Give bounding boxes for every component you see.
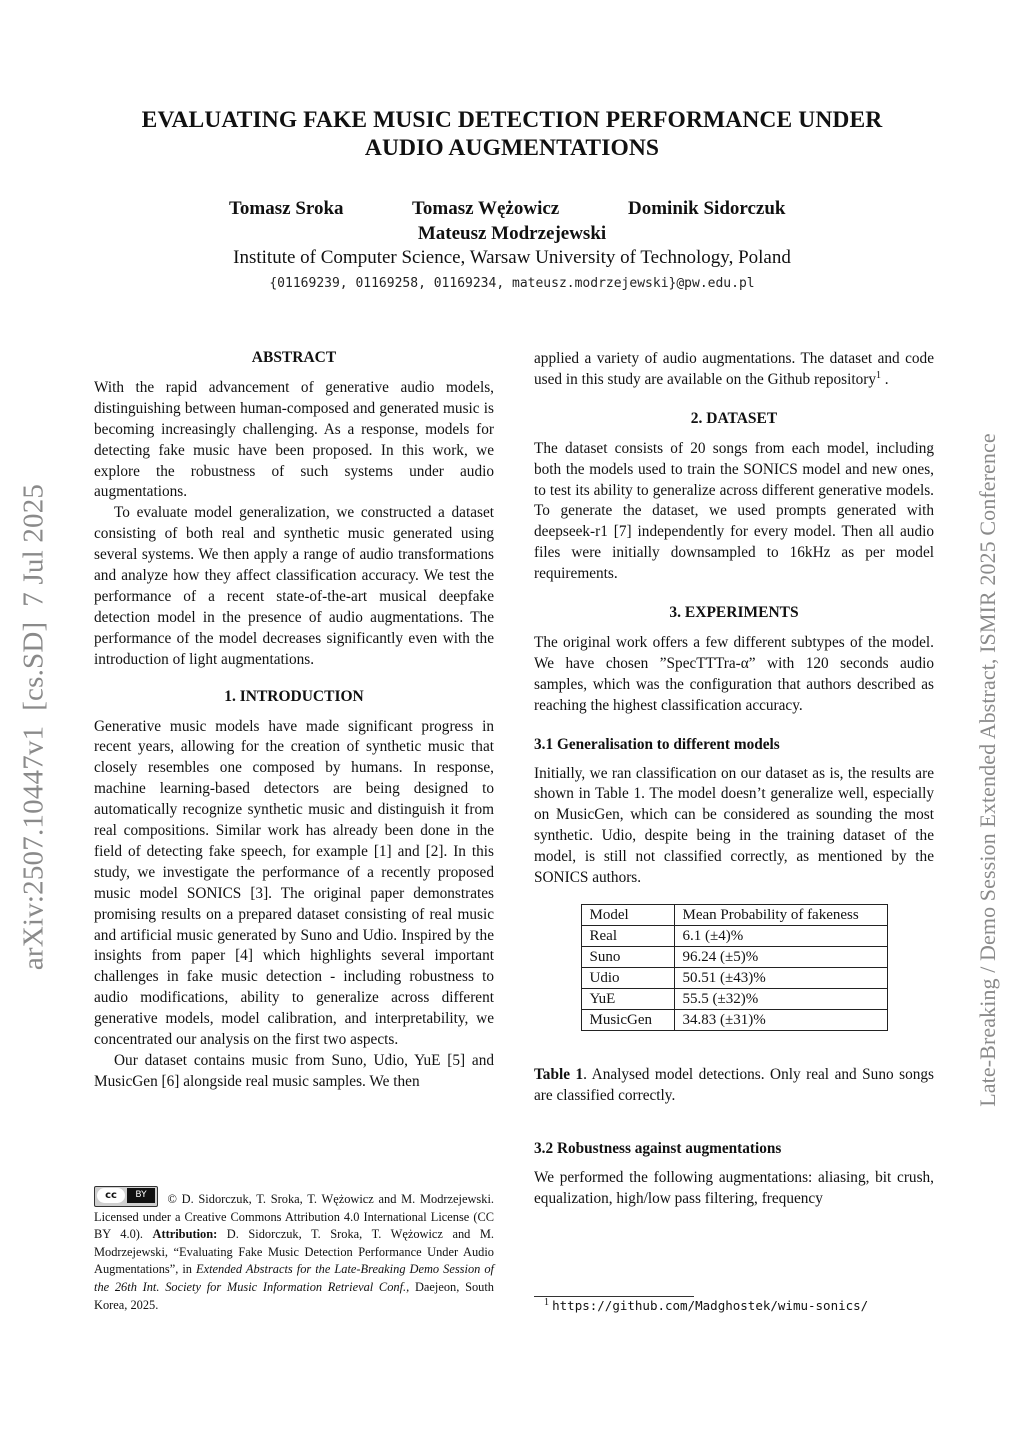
author-name: Mateusz Modrzejewski [417,223,607,244]
paper-title [100,106,924,162]
subsection-heading: 3.2 Robustness against augmentations [534,1139,782,1157]
table-cell: 34.83 (±31)% [674,1009,887,1030]
section-heading: 1. INTRODUCTION [224,687,364,705]
continuation-text: applied a variety of audio augmentations. The dataset and code used in this study are available on the Github repository [534,350,934,388]
table-header-cell: Mean Probability of fakeness [674,904,887,925]
venue-location: Daejeon, South Korea, 2025. [94,1279,494,1312]
attribution-text: D. Sidorczuk, T. Sroka, T. Wężowicz and M. Modrzejewski, “Evaluating Fake Music Detection Performance Under Audio Augmentations”, in [94,1227,494,1277]
section-heading: 3. EXPERIMENTS [669,604,799,622]
cc-badge-right: BY [127,1188,155,1203]
table-row [581,925,887,946]
table-cell: Udio [581,967,674,988]
right-column [534,349,934,1209]
body-paragraph: The dataset consists of 20 songs from each model, including both the models used to train the SONICS model and new ones, to test its ability to generalize across different generative models. To generate the dataset, we used prompts generated with deepseek-r1 [7] independently for every model. Then all audio files were initially downsampled to 16kHz as per model requirements. [534,439,934,583]
conference-note: Late-Breaking / Demo Session Extended Abstract, ISMIR 2025 Conference [975,433,1000,1107]
results-table-wrapper [534,904,934,1031]
table-cell: YuE [581,988,674,1009]
left-column [94,348,494,1093]
license-statement: © D. Sidorczuk, T. Sroka, T. Wężowicz and M. Modrzejewski. Licensed under a Creative Commons Attribution 4.0 International License (CC BY 4.0). [94,1192,494,1242]
table-cell: MusicGen [581,1009,674,1030]
table-caption-label: Table 1 [534,1065,584,1083]
venue-text: Extended Abstracts for the Late-Breaking Demo Session of the 26th Int. Society for Music Information Retrieval Conf., [94,1262,494,1294]
table-cell: 50.51 (±43)% [674,967,887,988]
cc-badge-left: cc [97,1188,125,1203]
arxiv-identifier: arXiv:2507.10447v1 [cs.SD] 7 Jul 2025 [17,483,50,971]
author-list [0,198,1024,222]
title-line-1: EVALUATING FAKE MUSIC DETECTION PERFORMANCE UNDER [141,107,883,133]
footnote-rule [534,1296,694,1297]
cc-by-badge [94,1186,158,1207]
body-paragraph: Initially, we ran classification on our dataset as is, the results are shown in Table 1. The model doesn’t generalize well, especially on MusicGen, which can be considered as sounding the most synthetic. Udio, despite being in the training dataset of the model, is still not classified correctly, as mentioned by the SONICS authors. [534,764,934,887]
continuation-end: . [880,370,889,388]
conference-sidebar [968,425,1008,1115]
footnote-number: 1 [544,1296,549,1308]
subsection-heading: 3.1 Generalisation to different models [534,735,780,753]
attribution-label: Attribution: [152,1227,218,1242]
table-row [581,1009,887,1030]
body-paragraph [534,349,934,391]
table-cell: Real [581,925,674,946]
license-footnote [94,1186,494,1314]
abstract-paragraph: To evaluate model generalization, we constructed a dataset consisting of both real and synthetic music generated using several systems. We then apply a range of audio transformations and analyze how they affect classification accuracy. We test the performance of a recent state-of-the-art musical deepfake detection model in the presence of audio augmentations. The performance of the model decreases significantly even with the introduction of light augmentations. [94,504,494,668]
title-line-2: AUDIO AUGMENTATIONS [364,135,660,161]
body-paragraph: Our dataset contains music from Suno, Udio, YuE [5] and MusicGen [6] alongside real music samples. We then [94,1052,494,1090]
table-row [581,988,887,1009]
body-paragraph: We performed the following augmentations: aliasing, bit crush, equalization, high/low pass filtering, frequency [534,1168,934,1207]
table-header-cell: Model [581,904,674,925]
author-emails: {01169239, 01169258, 01169234, mateusz.modrzejewski}@pw.edu.pl [269,276,755,291]
affiliation: Institute of Computer Science, Warsaw University of Technology, Poland [233,247,791,268]
license-text [94,1186,494,1314]
abstract-heading: ABSTRACT [251,349,337,366]
github-footnote [544,1298,944,1314]
section-heading: 2. DATASET [690,409,778,427]
arxiv-sidebar [12,442,56,1012]
table-caption [534,1065,934,1107]
table-caption-text: . Analysed model detections. Only real and Suno songs are classified correctly. [534,1065,934,1104]
body-paragraph: Generative music models have made significant progress in recent years, allowing for the creation of synthetic music that closely resembles one composed by humans. In response, machine learning-based detectors are being designed to automatically recognize synthetic music and distinguish it from real compositions. Similar work has already been done in the field of detecting fake speech, for example [1] and [2]. In this study, we investigate the performance of a recently proposed music model SONICS [3]. The original paper demonstrates promising results on a prepared dataset consisting of real music and artificial music generated by Suno and Udio. Inspired by the insights from paper [4] which highlights several important challenges in fake music detection - including robustness to audio modifications, ability to generalize across different generative models, model calibration, and interpretability, we concentrated our analysis on the first two aspects. [94,717,494,1049]
results-table [581,904,888,1031]
table-cell: 96.24 (±5)% [674,946,887,967]
table-header-row [581,904,887,925]
author-name: Tomasz Sroka [229,198,344,219]
author-name: Tomasz Wężowicz [412,198,560,219]
body-paragraph: The original work offers a few different subtypes of the model. We have chosen ”SpecTTTra-α” with 120 seconds audio samples, which was the configuration that authors described as reaching the highest classification accuracy. [534,633,934,714]
table-row [581,946,887,967]
table-cell: 6.1 (±4)% [674,925,887,946]
table-cell: Suno [581,946,674,967]
table-row [581,967,887,988]
author-name: Dominik Sidorczuk [628,198,786,219]
github-link[interactable]: https://github.com/Madghostek/wimu-sonics/ [552,1298,869,1313]
table-cell: 55.5 (±32)% [674,988,887,1009]
footnote-marker: 1 [875,369,881,381]
abstract-paragraph: With the rapid advancement of generative audio models, distinguishing between human-composed and generated music is becoming increasingly challenging. As a response, models for detecting fake music have been proposed. In this work, we explore the robustness of such systems under audio augmentations. [94,378,494,501]
